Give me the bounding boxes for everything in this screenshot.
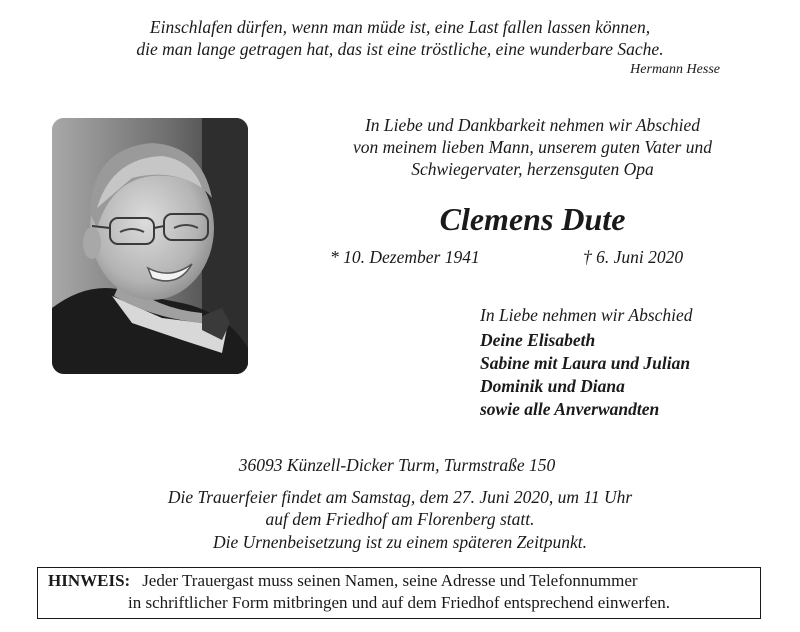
ceremony-line-1: Die Trauerfeier findet am Samstag, dem 27. Juni 2020, um 11 Uhr	[167, 487, 633, 507]
mourner-name: Dominik und Diana	[480, 376, 625, 396]
quote-line-1: Einschlafen dürfen, wenn man müde ist, eine Last fallen lassen können,	[149, 17, 651, 37]
birth-date: * 10. Dezember 1941	[330, 247, 480, 267]
mourners-intro: In Liebe nehmen wir Abschied	[480, 305, 693, 325]
address: 36093 Künzell-Dicker Turm, Turmstraße 150	[238, 455, 556, 475]
death-date: † 6. Juni 2020	[583, 247, 684, 267]
notice-text-1: Jeder Trauergast muss seinen Namen, seine Adresse und Telefonnummer	[142, 571, 638, 590]
deceased-name: Clemens Dute	[439, 201, 626, 237]
mourner-name: Deine Elisabeth	[480, 330, 596, 350]
ceremony-line-2: auf dem Friedhof am Florenberg statt.	[265, 509, 535, 529]
notice-label: HINWEIS:	[48, 571, 131, 590]
notice-box	[37, 567, 761, 619]
intro-line-3: Schwiegervater, herzensguten Opa	[411, 159, 654, 179]
ceremony-line-3: Die Urnenbeisetzung ist zu einem späteren Zeitpunkt.	[212, 532, 588, 552]
intro-line-1: In Liebe und Dankbarkeit nehmen wir Abschied	[364, 115, 701, 135]
mourner-name: Sabine mit Laura und Julian	[480, 353, 691, 373]
quote-author: Hermann Hesse	[630, 62, 720, 77]
quote-line-2: die man lange getragen hat, das ist eine tröstliche, eine wunderbare Sache.	[136, 39, 664, 59]
notice-text-2: in schriftlicher Form mitbringen und auf dem Friedhof entsprechend einwerfen.	[128, 593, 670, 612]
notice-line-1	[38, 570, 760, 592]
mourner-name: sowie alle Anverwandten	[480, 399, 660, 419]
intro-line-2: von meinem lieben Mann, unserem guten Vater und	[353, 137, 712, 157]
portrait-photo	[52, 118, 248, 374]
